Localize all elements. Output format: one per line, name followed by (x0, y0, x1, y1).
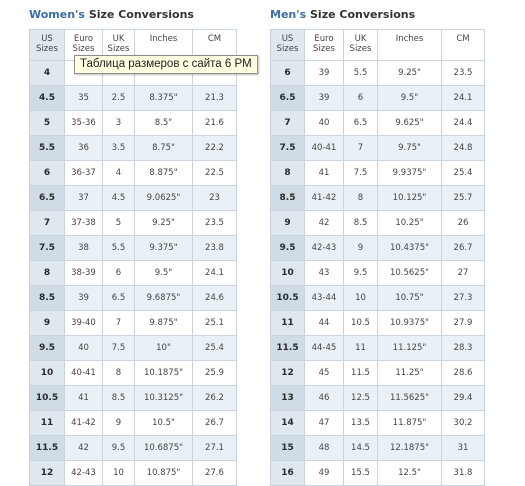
table-cell: 8.375" (135, 86, 193, 111)
column-header: Inches (135, 30, 193, 61)
us-size-cell: 11.5 (30, 436, 65, 461)
table-cell: 46 (305, 386, 344, 411)
table-cell: 26 (442, 211, 485, 236)
table-cell: 27.6 (193, 461, 237, 486)
table-row (271, 436, 485, 461)
table-cell: 10.5625" (378, 261, 442, 286)
table-row (30, 311, 237, 336)
table-cell: 28.3 (442, 336, 485, 361)
us-size-cell: 15 (271, 436, 305, 461)
table-cell: 8.5" (135, 111, 193, 136)
column-header: Euro Sizes (65, 30, 103, 61)
table-cell: 41 (65, 386, 103, 411)
table-cell: 24.4 (442, 111, 485, 136)
table-cell: 8.5 (344, 211, 378, 236)
table-row (271, 161, 485, 186)
table-cell: 31 (442, 436, 485, 461)
table-cell: 9.25" (378, 61, 442, 86)
us-size-cell: 10 (30, 361, 65, 386)
table-cell: 25.1 (193, 311, 237, 336)
table-cell: 10.1875" (135, 361, 193, 386)
us-size-cell: 6.5 (271, 86, 305, 111)
us-size-cell: 13 (271, 386, 305, 411)
table-cell: 40-41 (305, 136, 344, 161)
table-cell: 9.0625" (135, 186, 193, 211)
table-cell: 11.5625" (378, 386, 442, 411)
table-cell: 23 (193, 186, 237, 211)
table-cell: 12.5 (344, 386, 378, 411)
table-cell: 24.1 (193, 261, 237, 286)
table-cell: 37 (65, 186, 103, 211)
table-cell: 3.5 (103, 136, 135, 161)
table-cell: 10.125" (378, 186, 442, 211)
table-row (271, 361, 485, 386)
table-cell: 4.5 (103, 186, 135, 211)
table-cell: 38-39 (65, 261, 103, 286)
table-row (30, 386, 237, 411)
table-cell: 29.4 (442, 386, 485, 411)
us-size-cell: 9.5 (271, 236, 305, 261)
us-size-cell: 6 (271, 61, 305, 86)
table-cell: 10.875" (135, 461, 193, 486)
table-cell: 5 (103, 211, 135, 236)
table-cell: 43-44 (305, 286, 344, 311)
table-cell: 9.9375" (378, 161, 442, 186)
table-cell: 9.5" (135, 261, 193, 286)
table-cell: 28.6 (442, 361, 485, 386)
us-size-cell: 7 (271, 111, 305, 136)
table-row (30, 161, 237, 186)
table-cell: 36-37 (65, 161, 103, 186)
table-cell: 31.8 (442, 461, 485, 486)
us-size-cell: 11 (30, 411, 65, 436)
table-cell: 7.5 (103, 336, 135, 361)
table-cell: 25.4 (193, 336, 237, 361)
mens-title-accent: Men's (270, 8, 307, 21)
table-cell: 6.5 (103, 286, 135, 311)
table-cell: 9.625" (378, 111, 442, 136)
table-cell: 44 (305, 311, 344, 336)
table-cell: 40-41 (65, 361, 103, 386)
table-cell: 49 (305, 461, 344, 486)
table-row (271, 61, 485, 86)
table-cell: 23.5 (193, 211, 237, 236)
table-cell: 27.1 (193, 436, 237, 461)
table-row (271, 86, 485, 111)
table-cell: 12.1875" (378, 436, 442, 461)
us-size-cell: 6 (30, 161, 65, 186)
table-cell: 8 (103, 361, 135, 386)
table-cell: 9.75" (378, 136, 442, 161)
table-row (30, 86, 237, 111)
table-row (30, 336, 237, 361)
table-row (271, 411, 485, 436)
mens-title (270, 8, 485, 22)
table-cell: 47 (305, 411, 344, 436)
table-cell: 39 (65, 286, 103, 311)
table-row (30, 136, 237, 161)
table-row (271, 111, 485, 136)
womens-title-accent: Women's (29, 8, 85, 21)
table-cell: 10" (135, 336, 193, 361)
table-cell: 10.25" (378, 211, 442, 236)
table-row (30, 236, 237, 261)
table-cell: 10.4375" (378, 236, 442, 261)
us-size-cell: 10.5 (271, 286, 305, 311)
table-cell: 2.5 (103, 86, 135, 111)
table-cell: 38 (65, 236, 103, 261)
table-cell: 10 (103, 461, 135, 486)
table-row (30, 436, 237, 461)
table-row (30, 261, 237, 286)
table-cell: 42-43 (65, 461, 103, 486)
table-cell: 24.6 (193, 286, 237, 311)
us-size-cell: 9.5 (30, 336, 65, 361)
table-cell: 3 (103, 111, 135, 136)
table-cell: 45 (305, 361, 344, 386)
table-cell: 7.5 (344, 161, 378, 186)
table-cell: 9 (344, 236, 378, 261)
womens-title (29, 8, 237, 22)
table-cell: 23.5 (442, 61, 485, 86)
table-cell: 10.75" (378, 286, 442, 311)
column-header: CM (193, 30, 237, 61)
table-cell: 24.8 (442, 136, 485, 161)
table-cell: 12.5" (378, 461, 442, 486)
column-header: CM (442, 30, 485, 61)
table-cell: 22.2 (193, 136, 237, 161)
table-cell: 13.5 (344, 411, 378, 436)
table-cell: 22.5 (193, 161, 237, 186)
table-cell: 39-40 (65, 311, 103, 336)
table-cell: 15.5 (344, 461, 378, 486)
table-cell: 9.5 (344, 261, 378, 286)
table-cell: 10.5" (135, 411, 193, 436)
table-row (30, 411, 237, 436)
table-row (271, 311, 485, 336)
column-header: US Sizes (30, 30, 65, 61)
mens-title-rest: Size Conversions (310, 8, 416, 21)
us-size-cell: 8.5 (30, 286, 65, 311)
table-cell: 10.5 (344, 311, 378, 336)
table-cell: 35 (65, 86, 103, 111)
table-row (271, 461, 485, 486)
table-row (271, 211, 485, 236)
table-cell: 41-42 (305, 186, 344, 211)
table-cell: 42-43 (305, 236, 344, 261)
table-cell: 25.9 (193, 361, 237, 386)
us-size-cell: 9 (30, 311, 65, 336)
table-row (30, 286, 237, 311)
us-size-cell: 9 (271, 211, 305, 236)
table-cell: 43 (305, 261, 344, 286)
table-cell: 27.9 (442, 311, 485, 336)
header-row (271, 30, 485, 61)
column-header: Euro Sizes (305, 30, 344, 61)
column-header: UK Sizes (103, 30, 135, 61)
tooltip: Таблица размеров с сайта 6 PM (74, 55, 258, 74)
us-size-cell: 10 (271, 261, 305, 286)
table-cell: 8 (344, 186, 378, 211)
column-header: UK Sizes (344, 30, 378, 61)
us-size-cell: 11 (271, 311, 305, 336)
table-cell: 26.2 (193, 386, 237, 411)
table-cell: 48 (305, 436, 344, 461)
us-size-cell: 10.5 (30, 386, 65, 411)
table-cell: 21.6 (193, 111, 237, 136)
table-cell: 42 (305, 211, 344, 236)
table-cell: 9.375" (135, 236, 193, 261)
table-cell: 11.5 (344, 361, 378, 386)
table-cell: 14.5 (344, 436, 378, 461)
table-row (271, 136, 485, 161)
table-row (271, 386, 485, 411)
table-cell: 26.7 (442, 236, 485, 261)
womens-size-panel (29, 8, 237, 486)
womens-size-table (29, 29, 237, 486)
us-size-cell: 8 (271, 161, 305, 186)
table-cell: 39 (305, 61, 344, 86)
table-cell: 5.5 (103, 236, 135, 261)
table-row (271, 336, 485, 361)
table-cell: 40 (65, 336, 103, 361)
table-cell: 35-36 (65, 111, 103, 136)
us-size-cell: 12 (30, 461, 65, 486)
table-row (271, 286, 485, 311)
table-row (271, 261, 485, 286)
womens-title-rest: Size Conversions (88, 8, 194, 21)
table-cell: 41 (305, 161, 344, 186)
table-row (271, 186, 485, 211)
table-cell: 30.2 (442, 411, 485, 436)
column-header: Inches (378, 30, 442, 61)
column-header: US Sizes (271, 30, 305, 61)
table-cell: 6.5 (344, 111, 378, 136)
table-cell: 8.75" (135, 136, 193, 161)
us-size-cell: 7 (30, 211, 65, 236)
table-cell: 6 (344, 86, 378, 111)
table-row (30, 211, 237, 236)
table-cell: 11.875" (378, 411, 442, 436)
table-cell: 7 (344, 136, 378, 161)
table-cell: 10 (344, 286, 378, 311)
us-size-cell: 16 (271, 461, 305, 486)
table-cell: 11.25" (378, 361, 442, 386)
table-cell: 24.1 (442, 86, 485, 111)
table-cell: 9.875" (135, 311, 193, 336)
table-cell: 27 (442, 261, 485, 286)
table-cell: 36 (65, 136, 103, 161)
us-size-cell: 8.5 (271, 186, 305, 211)
table-cell: 21.3 (193, 86, 237, 111)
table-cell: 11.125" (378, 336, 442, 361)
table-cell: 5.5 (344, 61, 378, 86)
us-size-cell: 4.5 (30, 86, 65, 111)
table-row (30, 111, 237, 136)
table-cell: 9.5" (378, 86, 442, 111)
us-size-cell: 12 (271, 361, 305, 386)
us-size-cell: 8 (30, 261, 65, 286)
table-cell: 23.8 (193, 236, 237, 261)
us-size-cell: 5.5 (30, 136, 65, 161)
table-cell: 41-42 (65, 411, 103, 436)
table-cell: 4 (103, 161, 135, 186)
table-cell: 44-45 (305, 336, 344, 361)
table-cell: 7 (103, 311, 135, 336)
table-cell: 10.3125" (135, 386, 193, 411)
us-size-cell: 7.5 (271, 136, 305, 161)
us-size-cell: 11.5 (271, 336, 305, 361)
table-row (30, 186, 237, 211)
table-cell: 9 (103, 411, 135, 436)
table-cell: 39 (305, 86, 344, 111)
table-cell: 40 (305, 111, 344, 136)
table-cell: 10.9375" (378, 311, 442, 336)
us-size-cell: 4 (30, 61, 65, 86)
table-row (30, 361, 237, 386)
table-cell: 9.5 (103, 436, 135, 461)
table-cell: 25.7 (442, 186, 485, 211)
table-cell: 10.6875" (135, 436, 193, 461)
us-size-cell: 6.5 (30, 186, 65, 211)
table-row (30, 461, 237, 486)
table-cell: 27.3 (442, 286, 485, 311)
us-size-cell: 7.5 (30, 236, 65, 261)
table-cell: 42 (65, 436, 103, 461)
table-cell: 25.4 (442, 161, 485, 186)
mens-size-table (270, 29, 485, 486)
mens-size-panel (270, 8, 485, 486)
us-size-cell: 5 (30, 111, 65, 136)
table-cell: 37-38 (65, 211, 103, 236)
us-size-cell: 14 (271, 411, 305, 436)
table-cell: 26.7 (193, 411, 237, 436)
table-cell: 9.6875" (135, 286, 193, 311)
table-cell: 6 (103, 261, 135, 286)
table-cell: 8.5 (103, 386, 135, 411)
table-cell: 11 (344, 336, 378, 361)
table-row (271, 236, 485, 261)
table-cell: 8.875" (135, 161, 193, 186)
table-cell: 9.25" (135, 211, 193, 236)
